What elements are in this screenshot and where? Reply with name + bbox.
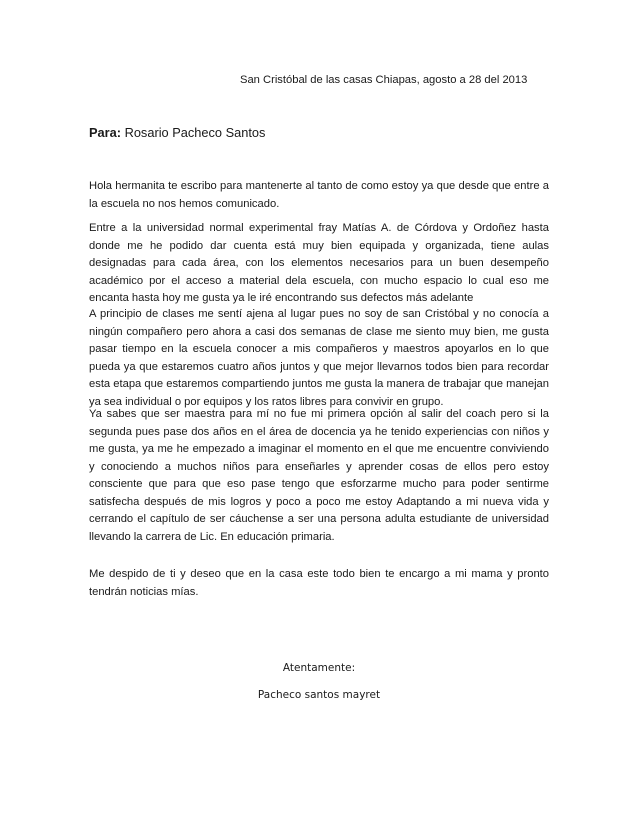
paragraph-career: Ya sabes que ser maestra para mí no fue mi primera opción al salir del coach pero si la segunda pues pase dos años en el área de docencia ya he tenido experiencias con niños y me gusta, ya me he empezado a imaginar el momento en el que me encuentre conviviendo y conociendo a muchos niños para enseñarles y aprender cosas de ellos pero estoy consciente que para que eso pase tengo que esforzarme mucho para poder sentirme satisfecha después de mis logros y poco a poco me estoy Adaptando a mi nueva vida y cerrando el capítulo de ser cáuchense a ser una persona adulta estudiante de universidad llevando la carrera de Lic. En educación primaria. [89,408,549,543]
paragraph-classmates: A principio de clases me sentí ajena al lugar pues no soy de san Cristóbal y no conocía a ningún compañero pero ahora a casi dos semanas de clase me siento muy bien, me gusta pasar tiempo en la escuela conocer a mis compañeros y maestros apoyarlos en lo que pueda ya que estaremos cuatro años juntos y que mejor llevarnos todos bien para recordar esta etapa que estaremos compartiendo juntos me gusta la manera de trabajar que manejan ya sea individual o por equipos y los ratos libres para convivir en grupo. [89,308,549,408]
recipient-label: Para: [89,125,122,140]
paragraph-greeting: Hola hermanita te escribo para mantenerte al tanto de como estoy ya que desde que entre a la escuela no nos hemos comunicado. [89,180,549,210]
recipient-name: Rosario Pacheco Santos [124,125,266,140]
dateline: San Cristóbal de las casas Chiapas, agosto a 28 del 2013 [240,74,528,86]
closing-salutation: Atentamente: [282,662,356,674]
paragraph-university: Entre a la universidad normal experimental fray Matías A. de Córdova y Ordoñez hasta donde me he podido dar cuenta está muy bien equipada y organizada, tiene aulas designadas para cada área, con los elementos necesarios para un buen desempeño académico por el acceso a material dela escuela, con mucho espacio lo cual eso me encanta hasta hoy me gusta ya le iré encontrando sus defectos más adelante [89,222,549,304]
paragraph-farewell: Me despido de ti y deseo que en la casa este todo bien te encargo a mi mama y pronto tendrán noticias mías. [89,568,549,598]
signature-name: Pacheco santos mayret [257,689,381,701]
recipient-line [89,124,265,142]
